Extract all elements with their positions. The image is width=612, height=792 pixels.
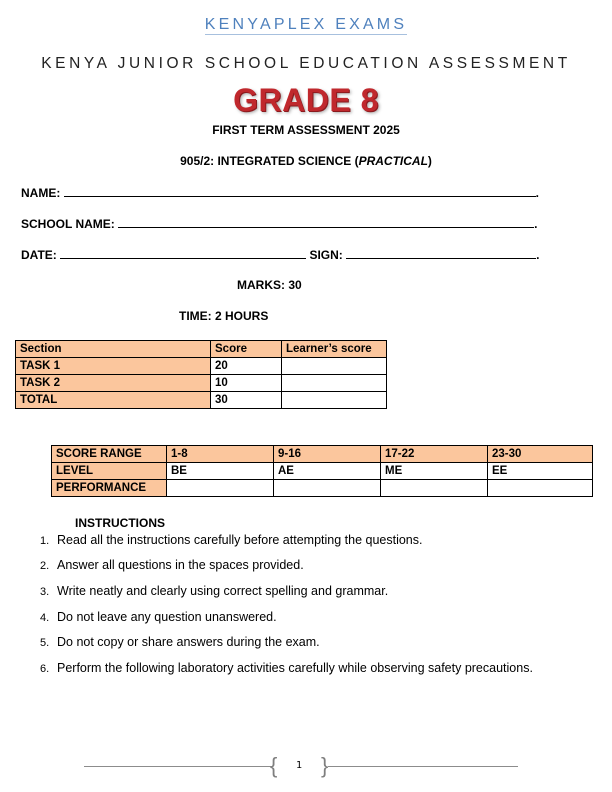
performance-row [52, 480, 593, 497]
section-cell: TOTAL [16, 392, 211, 409]
name-input-line[interactable] [64, 186, 536, 197]
level-cell: ME [381, 463, 488, 480]
instruction-number: 3. [40, 586, 50, 598]
terminator: . [534, 217, 538, 231]
score-table [15, 340, 387, 409]
instruction-item [40, 661, 533, 675]
time-label: TIME: 2 HOURS [179, 309, 269, 323]
instruction-text: Do not leave any question unanswered. [57, 610, 277, 624]
date-label: DATE: [21, 248, 57, 262]
paper-title [0, 154, 612, 168]
instructions-title: INSTRUCTIONS [75, 516, 165, 530]
instruction-item [40, 635, 320, 649]
table-row [16, 392, 387, 409]
score-cell: 30 [211, 392, 282, 409]
range-cell: 17-22 [381, 446, 488, 463]
row-label: PERFORMANCE [52, 480, 167, 497]
section-cell: TASK 2 [16, 375, 211, 392]
instruction-item [40, 610, 277, 624]
grade-title: GRADE 8 [233, 82, 379, 118]
page-number: 1 [296, 760, 303, 771]
instruction-item [40, 533, 423, 547]
school-name-field[interactable] [21, 217, 537, 231]
sign-label: SIGN: [309, 248, 343, 262]
instruction-text: Perform the following laboratory activities carefully while observing safety precautions. [57, 661, 533, 675]
score-table-header [16, 341, 387, 358]
range-cell: 23-30 [488, 446, 593, 463]
learner-score-cell[interactable] [282, 358, 387, 375]
table-row [16, 375, 387, 392]
header-section: Section [16, 341, 211, 358]
school-name-input-line[interactable] [118, 217, 534, 228]
left-brace-icon: { [270, 753, 278, 778]
footer-divider-left [84, 766, 272, 767]
sign-input-line[interactable] [346, 248, 536, 259]
score-range-table [51, 445, 593, 497]
assessment-title: KENYA JUNIOR SCHOOL EDUCATION ASSESSMENT [41, 55, 571, 72]
header-learner-score: Learner’s score [282, 341, 387, 358]
brand-text: KENYAPLEX EXAMS [204, 16, 408, 33]
instruction-text: Write neatly and clearly using correct spelling and grammar. [57, 584, 389, 598]
performance-cell[interactable] [488, 480, 593, 497]
range-cell: 1-8 [167, 446, 274, 463]
footer-divider-right [328, 766, 518, 767]
paper-italic: PRACTICAL [358, 154, 428, 168]
learner-score-cell[interactable] [282, 392, 387, 409]
instruction-item [40, 584, 388, 598]
date-sign-field[interactable] [21, 248, 540, 262]
terminator: . [535, 186, 540, 200]
terminator: . [536, 248, 540, 262]
paper-suffix: ) [427, 154, 432, 168]
instruction-number: 6. [40, 663, 50, 675]
brand-title [0, 16, 612, 34]
section-cell: TASK 1 [16, 358, 211, 375]
performance-cell[interactable] [381, 480, 488, 497]
instruction-number: 5. [40, 637, 50, 649]
instruction-item [40, 558, 304, 572]
row-label: SCORE RANGE [52, 446, 167, 463]
marks-label: MARKS: 30 [237, 278, 302, 292]
instruction-number: 4. [40, 612, 50, 624]
score-cell: 20 [211, 358, 282, 375]
name-label: NAME: [21, 186, 61, 200]
table-row [16, 358, 387, 375]
performance-cell[interactable] [274, 480, 381, 497]
instruction-number: 1. [40, 535, 50, 547]
right-brace-icon: } [321, 753, 329, 778]
instruction-text: Do not copy or share answers during the exam. [57, 635, 320, 649]
instruction-text: Read all the instructions carefully before attempting the questions. [57, 533, 423, 547]
performance-cell[interactable] [167, 480, 274, 497]
instruction-text: Answer all questions in the spaces provided. [57, 558, 304, 572]
score-range-row [52, 446, 593, 463]
name-field[interactable] [21, 186, 539, 200]
level-cell: EE [488, 463, 593, 480]
school-name-label: SCHOOL NAME: [21, 217, 115, 231]
header-score: Score [211, 341, 282, 358]
paper-prefix: 905/2: INTEGRATED SCIENCE ( [180, 154, 359, 168]
instruction-number: 2. [40, 560, 50, 572]
term-title: FIRST TERM ASSESSMENT 2025 [212, 123, 400, 137]
learner-score-cell[interactable] [282, 375, 387, 392]
level-row [52, 463, 593, 480]
range-cell: 9-16 [274, 446, 381, 463]
level-cell: BE [167, 463, 274, 480]
level-cell: AE [274, 463, 381, 480]
row-label: LEVEL [52, 463, 167, 480]
date-input-line[interactable] [60, 248, 306, 259]
score-cell: 10 [211, 375, 282, 392]
